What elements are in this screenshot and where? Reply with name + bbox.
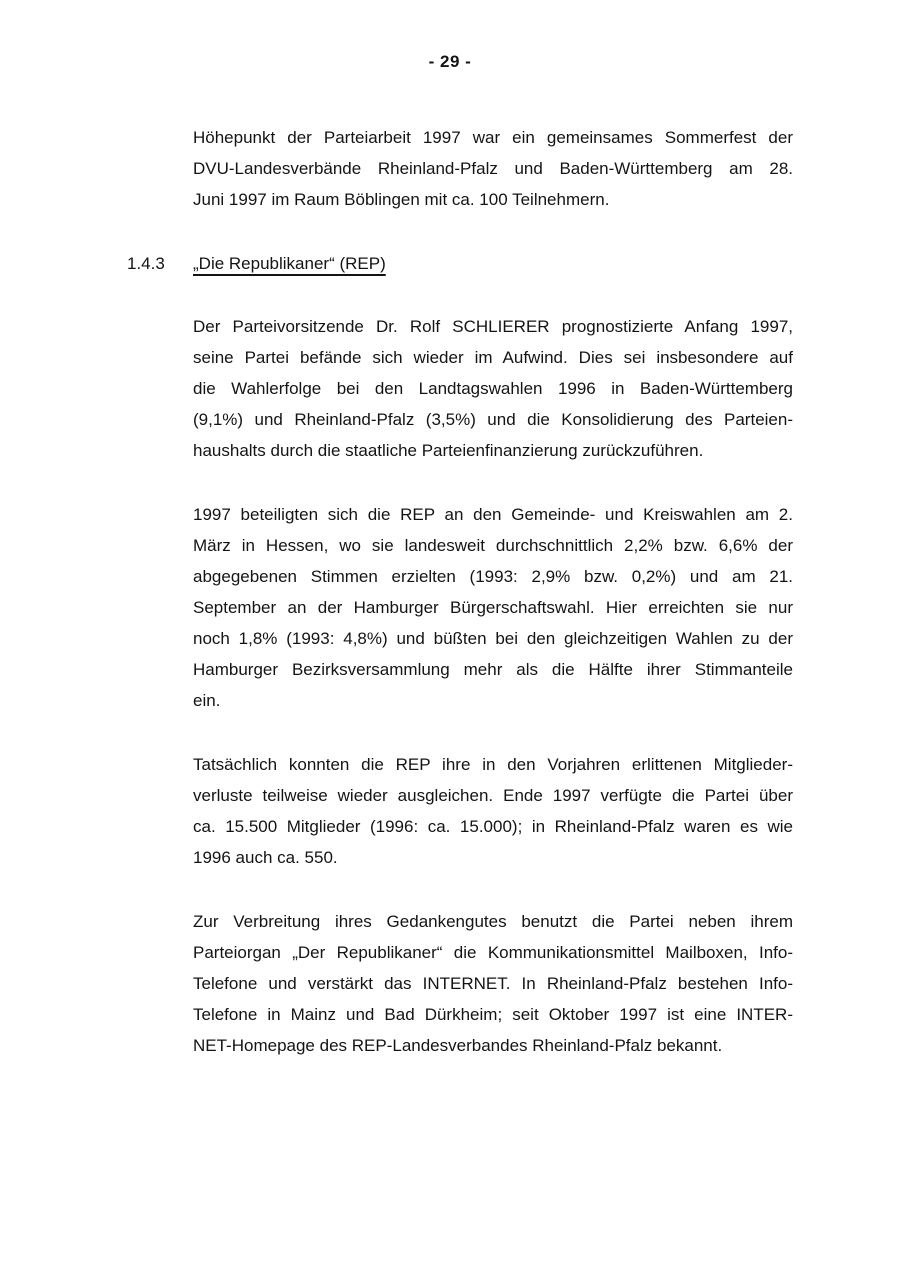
paragraph-4 <box>193 906 793 1061</box>
text-line: 1997 beteiligten sich die REP an den Gemeinde- und Kreiswahlen am 2. <box>193 505 793 524</box>
text-line: Telefone in Mainz und Bad Dürkheim; seit Oktober 1997 ist eine INTER- <box>193 1005 793 1024</box>
text-line: September an der Hamburger Bürgerschaftswahl. Hier erreichten sie nur <box>193 598 793 617</box>
paragraph-2 <box>193 499 793 716</box>
paragraph-intro <box>193 122 793 215</box>
text-line: DVU-Landesverbände Rheinland-Pfalz und Baden-Württemberg am 28. <box>193 159 793 178</box>
text-line: (9,1%) und Rheinland-Pfalz (3,5%) und die Konsolidierung des Parteien- <box>193 410 793 429</box>
text-line: Juni 1997 im Raum Böblingen mit ca. 100 Teilnehmern. <box>193 190 610 209</box>
text-line: ein. <box>193 691 221 710</box>
text-line: Tatsächlich konnten die REP ihre in den Vorjahren erlittenen Mitglieder- <box>193 755 793 774</box>
text-line: Der Parteivorsitzende Dr. Rolf SCHLIERER prognostizierte Anfang 1997, <box>193 317 793 336</box>
text-line: Hamburger Bezirksversammlung mehr als die Hälfte ihrer Stimmanteile <box>193 660 793 679</box>
text-line: Telefone und verstärkt das INTERNET. In Rheinland-Pfalz bestehen Info- <box>193 974 793 993</box>
section-title: „Die Republikaner“ (REP) <box>193 254 386 273</box>
text-line: Parteiorgan „Der Republikaner“ die Kommunikationsmittel Mailboxen, Info- <box>193 943 793 962</box>
paragraph-3 <box>193 749 793 873</box>
text-line: März in Hessen, wo sie landesweit durchschnittlich 2,2% bzw. 6,6% der <box>193 536 793 555</box>
section-number: 1.4.3 <box>127 254 165 273</box>
text-line: verluste teilweise wieder ausgleichen. Ende 1997 verfügte die Partei über <box>193 786 793 805</box>
text-line: seine Partei befände sich wieder im Aufwind. Dies sei insbesondere auf <box>193 348 793 367</box>
text-line: ca. 15.500 Mitglieder (1996: ca. 15.000); in Rheinland-Pfalz waren es wie <box>193 817 793 836</box>
paragraph-1 <box>193 311 793 466</box>
text-line: abgegebenen Stimmen erzielten (1993: 2,9% bzw. 0,2%) und am 21. <box>193 567 793 586</box>
text-line: NET-Homepage des REP-Landesverbandes Rheinland-Pfalz bekannt. <box>193 1036 723 1055</box>
text-line: 1996 auch ca. 550. <box>193 848 338 867</box>
page-number: - 29 - <box>428 52 472 71</box>
text-line: haushalts durch die staatliche Parteienfinanzierung zurückzuführen. <box>193 441 704 460</box>
section-heading <box>127 248 793 279</box>
text-line: Höhepunkt der Parteiarbeit 1997 war ein gemeinsames Sommerfest der <box>193 128 793 147</box>
text-line: noch 1,8% (1993: 4,8%) und büßten bei den gleichzeitigen Wahlen zu der <box>193 629 793 648</box>
text-line: Zur Verbreitung ihres Gedankengutes benutzt die Partei neben ihrem <box>193 912 793 931</box>
page-content <box>127 122 793 1094</box>
text-line: die Wahlerfolge bei den Landtagswahlen 1996 in Baden-Württemberg <box>193 379 793 398</box>
